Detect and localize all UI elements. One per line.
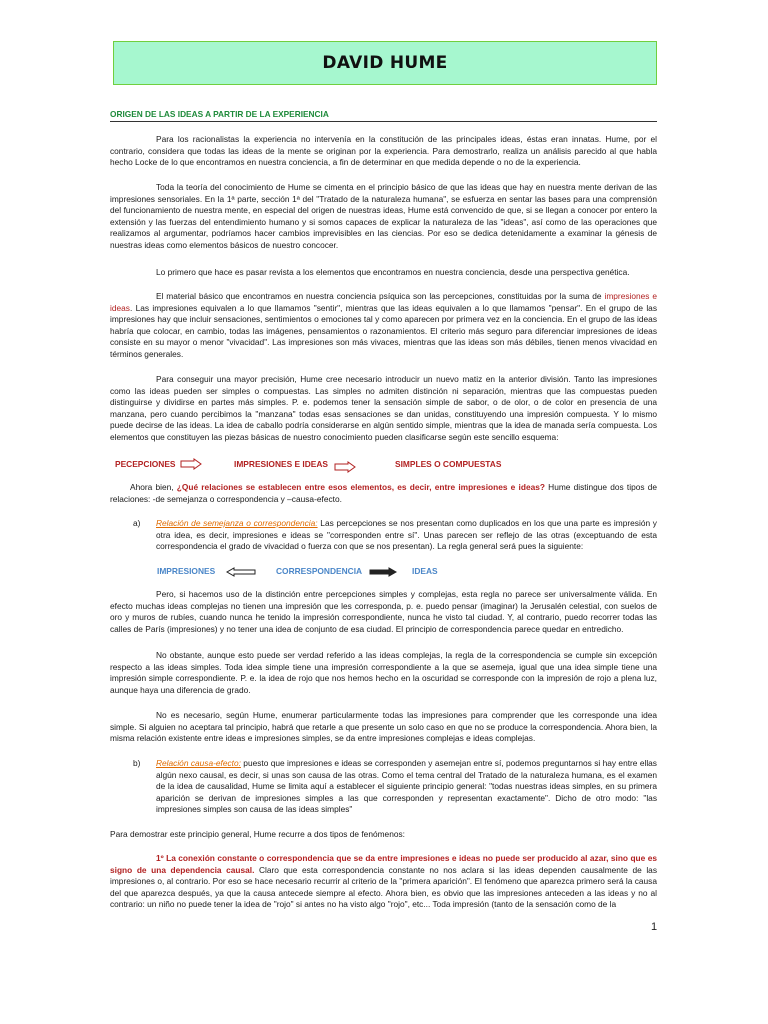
item-b-title: Relación causa-efecto:	[156, 758, 241, 768]
paragraph-1: Para los racionalistas la experiencia no intervenía en la constitución de las principales ideas, éstas eran innatas. Hume, por el contrario, considera que todas las ideas de la mente se originan por la experiencia. Para demostrarlo, realiza un análisis parecido al que habla hecho Locke de lo que encontramos en nuestra conciencia, a fin de determinar en que medida depende o no de la experiencia.	[110, 134, 657, 168]
paragraph-7: Pero, si hacemos uso de la distinción entre percepciones simples y complejas, esta regla no parece ser universalmente válida. En efecto muchas ideas complejas no tienen una impresión que les corresponda, p. e. puedo pensar (imaginar) la Jerusalén celestial, con suelos de oro y muros de rubíes, cuando nunca he tenido la impresión correspondiente, nunca he visto tal ciudad. Y, al contrario, puedo recorrer todas las calles de París (impresiones) y no tener una idea de conjunto de esa ciudad. El principio de correspondencia parece quedar en entredicho.	[110, 589, 657, 634]
p11-heading: 1º La conexión constante o correspondencia que se da entre impresiones e ideas no puede ser producido al azar, sino que es signo de una dependencia causal.	[110, 853, 657, 875]
item-b-marker: b)	[133, 758, 141, 768]
item-b-text	[156, 758, 657, 816]
paragraph-4	[110, 291, 657, 361]
scheme1-impresiones-ideas: IMPRESIONES E IDEAS	[234, 459, 329, 469]
p4-highlight: impresiones e ideas	[110, 291, 657, 313]
p6-text-a: Ahora bien,	[130, 482, 177, 492]
item-a-body: Las percepciones se nos presentan como duplicados en los que una parte es impresión y otra idea, es decir, impresiones e ideas se "corresponden entre sí". Unas parecen ser reflejo de las otras (exceptuando de esta correspondencia el grado de vivacidad o fuerza con que se nos presentan). La regla general será pues la siguiente:	[156, 518, 657, 552]
paragraph-10: Para demostrar este principio general, Hume recurre a dos tipos de fenómenos:	[110, 829, 405, 839]
scheme2-arrow-left	[226, 567, 256, 577]
item-b-body: puesto que impresiones e ideas se corresponden y asemejan entre sí, podemos preguntarnos si hay entre ellas algún nexo causal, es decir, si unas son causa de las otras. Como el tema central del Tratado de la naturaleza humana, es el examen de la idea de causalidad, Hume se limita aquí a establecer el siguiente principio general: "todas nuestras ideas simples, en su primera aparición se derivan de impresiones simples a las que corresponden y representan exactamente". Dicho de otro modo: "las impresiones simples son causa de las ideas simples"	[156, 758, 657, 815]
paragraph-2: Toda la teoría del conocimiento de Hume se cimenta en el principio básico de que las ideas que hay en nuestra mente derivan de las impresiones sensoriales. En la 1ª parte, sección 1ª del "Tratado de la naturaleza humana", se esfuerza en sentar las bases para una comprensión del funcionamiento de nuestra mente, en especial del origen de nuestras ideas, Hume está convencido de que, si se llegan a conocer por entero la extensión y las fuerzas del entendimiento humano y si somos capaces de explicar la naturaleza de las "ideas", así como de las operaciones que realizamos al argumentar, podríamos hacer cambios imprevisibles en las ciencias. Por eso se dedica detenidamente a examinar la génesis de nuestras ideas como elementos básicos de nuestro concocer.	[110, 182, 657, 250]
page-number: 1	[651, 921, 658, 933]
paragraph-6	[110, 482, 657, 505]
section-heading: ORIGEN DE LAS IDEAS A PARTIR DE LA EXPERIENCIA	[110, 109, 657, 122]
p6-text-b: Hume distingue dos tipos de relaciones: -de semejanza o correspondencia y –causa-efecto.	[110, 482, 658, 504]
document-title: DAVID HUME	[322, 53, 448, 73]
scheme2-impresiones: IMPRESIONES	[157, 566, 216, 576]
paragraph-9: No es necesario, según Hume, enumerar particularmente todas las impresiones para comprender que les corresponde una idea simple. Si alguien no aceptara tal principio, habrá que retarle a que presente un solo caso en que no se produce la correspondencia. Ahora bien, la misma relación existente entre ideas e impresiones simples, se da entre impresiones complejas e ideas complejas.	[110, 710, 657, 744]
p4-text-b: . Las impresiones equivalen a lo que llamamos "sentir", mientras que las ideas equivalen a lo que llamamos "pensar". En el grupo de las impresiones hay que incluir sensaciones, sentimientos o emociones tal y como aparecen por primera vez en la conciencia. En el grupo de las ideas habría que colocar, en cambio, todas las imágenes, pensamientos o razonamientos. El criterio más seguro para diferenciar impresiones de ideas consiste en su mayor o menor "vivacidad". Las impresiones son más vivaces, mientras que las ideas son más débiles, tienen menos vivacidad en términos generales.	[110, 302, 657, 359]
paragraph-3: Lo primero que hace es pasar revista a los elementos que encontramos en nuestra conciencia, desde una perspectiva genética.	[156, 267, 630, 277]
item-a-title: Relación de semejanza o correspondencia:	[156, 518, 318, 528]
paragraph-8: No obstante, aunque esto puede ser verdad referido a las ideas complejas, la regla de la correspondencia se cumple sin excepción respecto a las ideas simples. Toda idea simple tiene una impresión correspondiente a la que se asemeja, igual que una idea simple tiene una impresión simple correspondiente. P. e. la idea de rojo que nos hemos hecho en la oscuridad se corresponde con la impresión de rojo a plena luz, aunque haya una diferencia de grado.	[110, 650, 657, 695]
item-a-marker: a)	[133, 518, 141, 528]
scheme2-correspondencia: CORRESPONDENCIA	[276, 566, 363, 576]
p11-text: Claro que esta correspondencia constante no nos aclara si las ideas dependen causalmente de las impresiones o, al contrario. Por eso se hace necesario recurrir al criterio de la "primera aparición". El fenómeno que aparezca primero será la causa del que aparezca después, ya que la causa antecede siempre al efecto. Ahora bien, es obvio que las impresiones anteceden a las ideas y no al contrario: un niño no puede tener la idea de "rojo" si antes no ha visto algo "rojo", etc... Toda impresión (tanto de la sensación como de la	[110, 864, 657, 910]
p6-question: ¿Qué relaciones se establecen entre esos elementos, es decir, entre impresiones e ideas?	[176, 482, 545, 492]
paragraph-11	[110, 853, 657, 911]
scheme2-arrow-right	[369, 567, 397, 577]
item-a-text	[156, 518, 657, 553]
scheme1-simples-compuestas: SIMPLES O COMPUESTAS	[395, 459, 502, 469]
title-banner	[113, 41, 657, 85]
scheme1-arrow-1	[180, 458, 202, 470]
scheme1-arrow-2	[334, 461, 356, 473]
paragraph-5: Para conseguir una mayor precisión, Hume cree necesario introducir un nuevo matiz en la anterior división. Tanto las impresiones como las ideas pueden ser simples o compuestas. Las simples no admiten distinción ni separación, mientras que las compuestas pueden distinguirse y dividirse en partes más simples. P. e. podemos tener la sensación simple de sabor, o de olor, o de color en presencia de una manzana, pero cuando percibimos la "manzana" todas esas sensaciones se dan unidas, constituyendo una impresión compuesta. Y lo mismo puede decirse de las ideas. La idea de caballo podría considerarse en algún sentido simple, mientras que la idea de manada sería compuesta. Los elementos que constituyen las piezas básicas de nuestro conocimiento pueden clasificarse según este sencillo esquema:	[110, 374, 657, 442]
scheme2-ideas: IDEAS	[412, 566, 438, 576]
p4-text-a: El material básico que encontramos en nuestra conciencia psíquica son las percepciones, constituidas por la suma de	[156, 291, 605, 301]
scheme1-percepciones: PECEPCIONES	[115, 459, 176, 469]
